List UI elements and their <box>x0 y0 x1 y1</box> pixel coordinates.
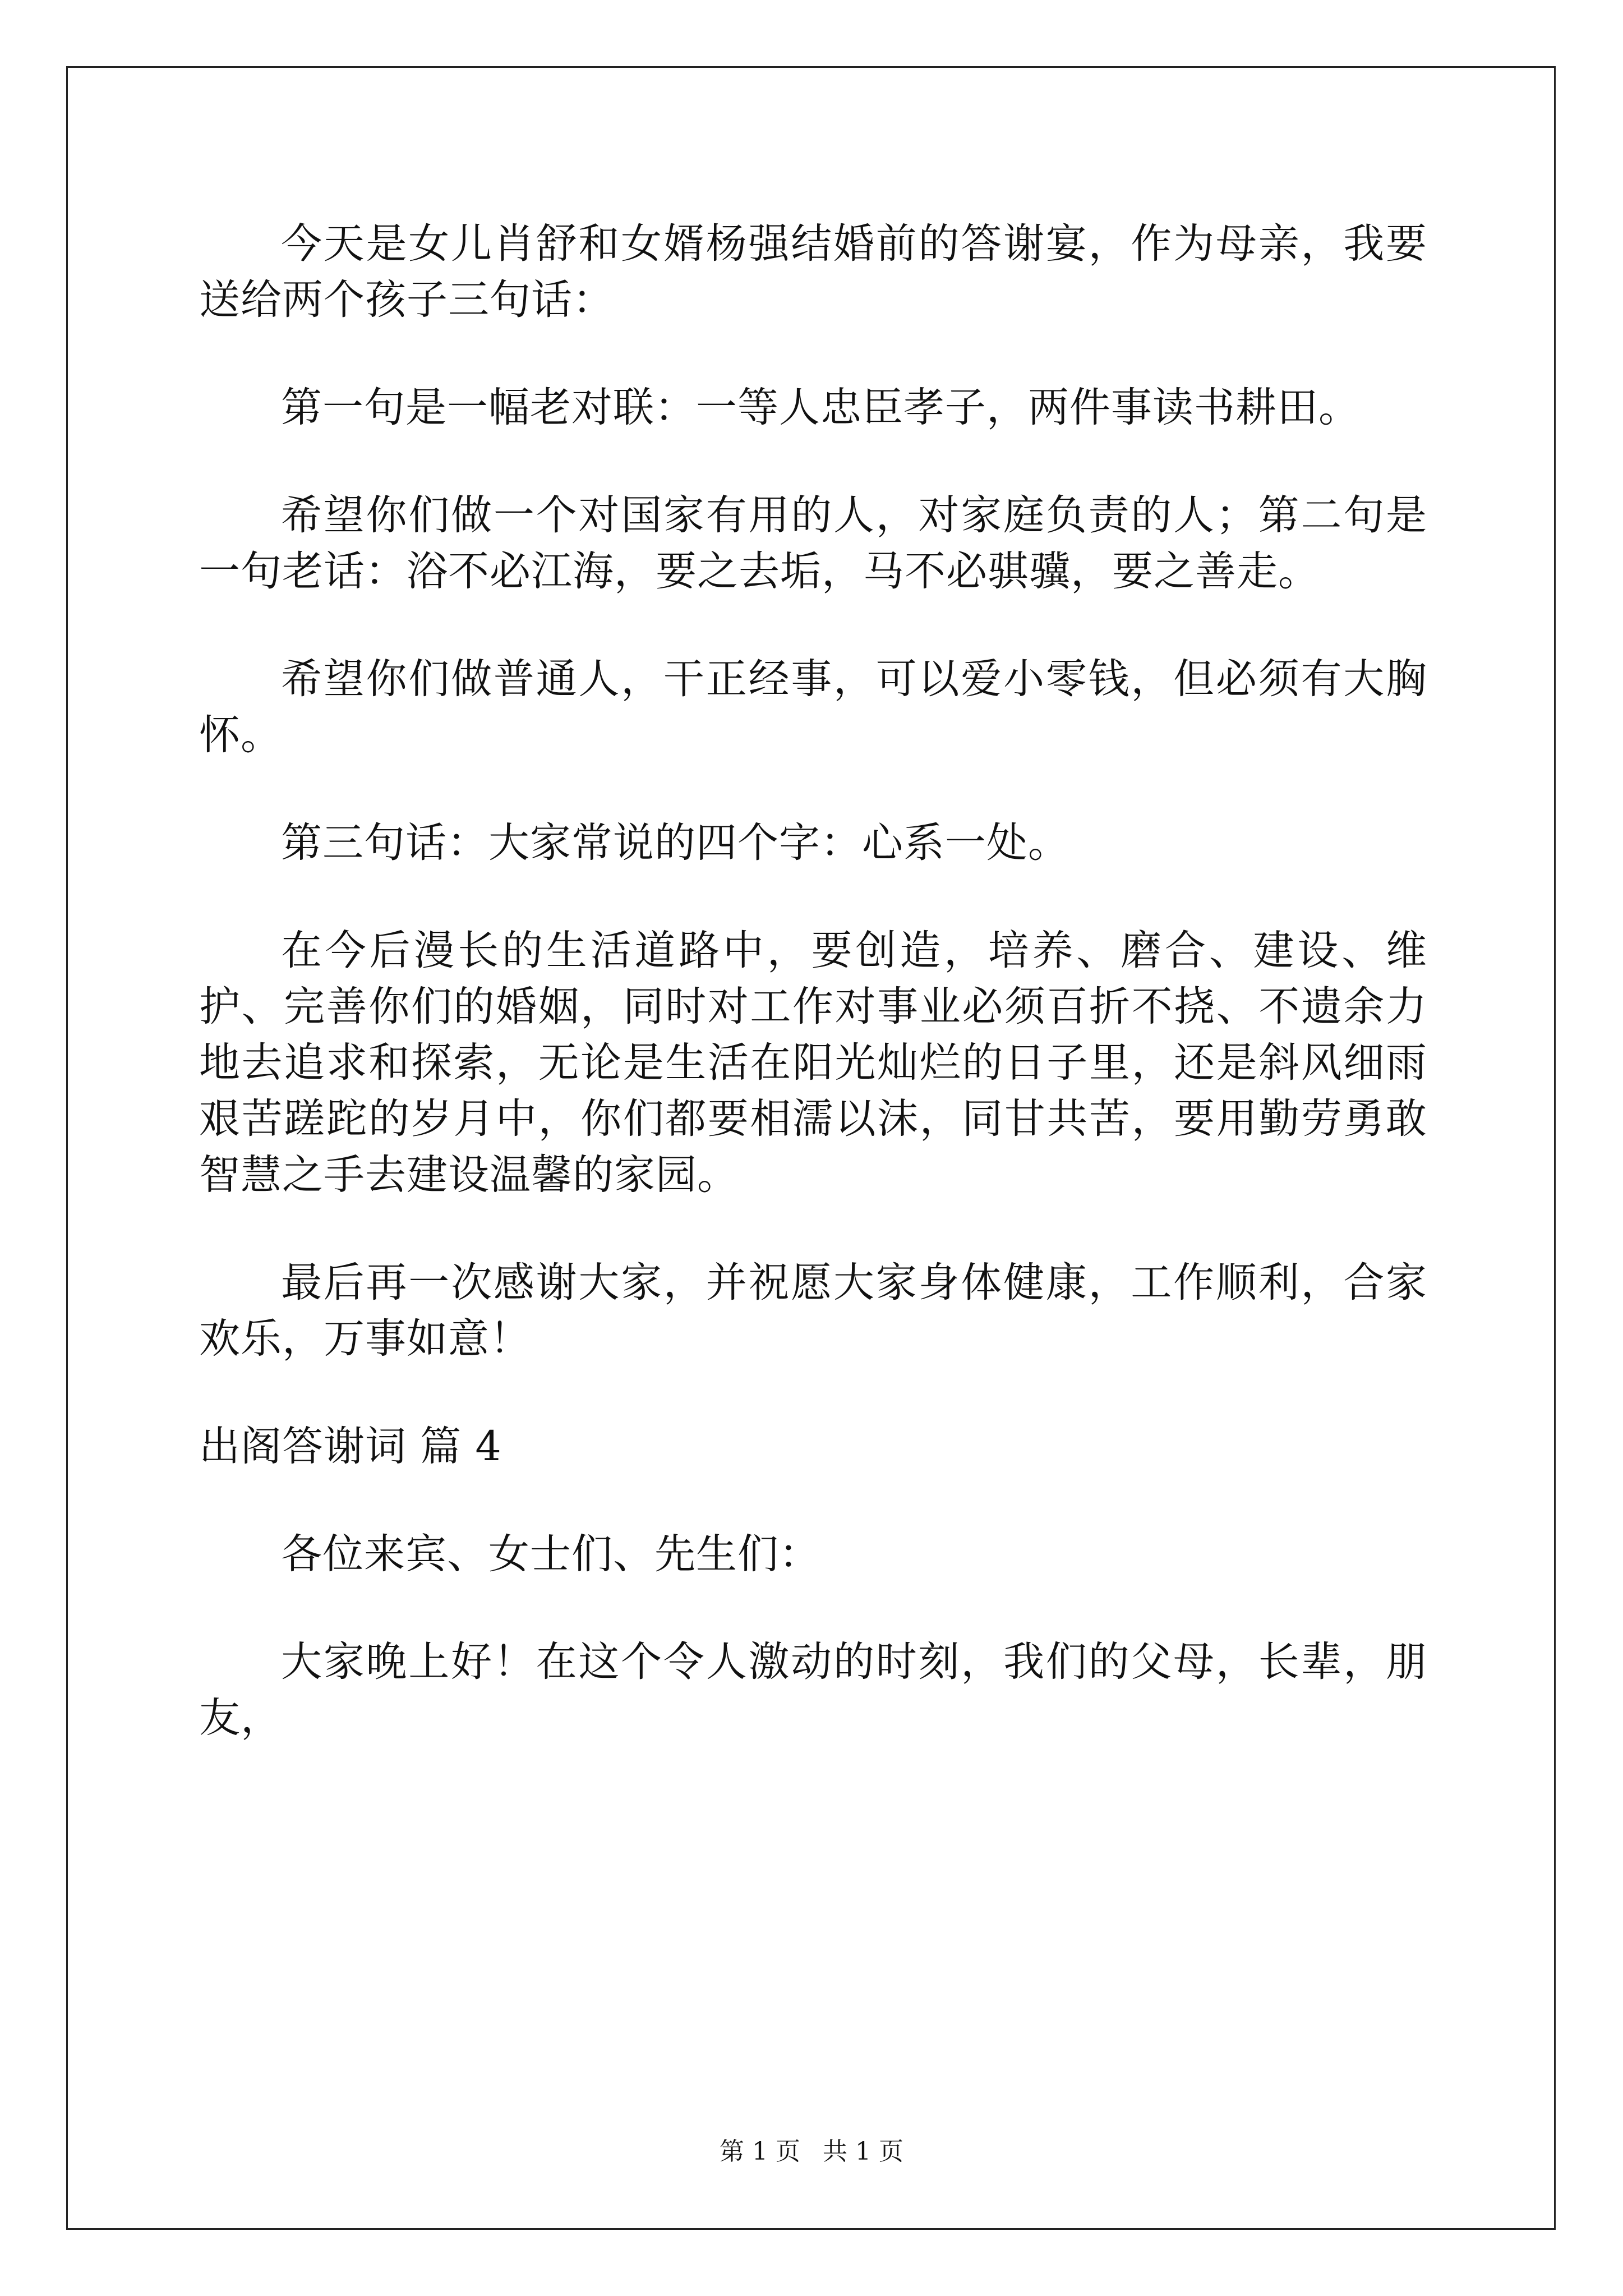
paragraph-toast-intro: 今天是女儿肖舒和女婿杨强结婚前的答谢宴，作为母亲，我要送给两个孩子三句话： <box>199 220 1427 324</box>
page-footer <box>0 2136 1623 2168</box>
document-body <box>199 216 1427 1746</box>
page-number-total: 共 1 页 <box>823 2137 903 2166</box>
paragraph-third-sentence: 第三句话：大家常说的四个字：心系一处。 <box>281 819 1069 867</box>
paragraph-future-life: 在今后漫长的生活道路中，要创造，培养、磨合、建设、维护、完善你们的婚姻，同时对工作对事业必须百折不挠、不遗余力地去追求和探索，无论是生活在阳光灿烂的日子里，还是斜风细雨艰苦蹉跎的岁月中，你们都要相濡以沫，同甘共苦，要用勤劳勇敢智慧之手去建设温馨的家园。 <box>199 927 1427 1199</box>
paragraph-greeting: 各位来宾、女士们、先生们： <box>281 1530 820 1578</box>
paragraph-closing-thanks: 最后再一次感谢大家，并祝愿大家身体健康，工作顺利，合家欢乐，万事如意！ <box>199 1259 1427 1363</box>
section-heading: 出阁答谢词 篇 4 <box>199 1423 502 1470</box>
paragraph-second-sentence: 希望你们做一个对国家有用的人，对家庭负责的人；第二句是一句老话：浴不必江海，要之去垢，马不必骐骥，要之善走。 <box>199 491 1427 595</box>
page-number-current: 第 1 页 <box>720 2137 800 2166</box>
paragraph-good-evening: 大家晚上好！在这个令人激动的时刻，我们的父母，长辈，朋友， <box>199 1638 1427 1742</box>
paragraph-first-sentence: 第一句是一幅老对联：一等人忠臣孝子，两件事读书耕田。 <box>281 384 1360 431</box>
paragraph-wish-ordinary: 希望你们做普通人，干正经事，可以爱小零钱，但必须有大胸怀。 <box>199 655 1427 759</box>
